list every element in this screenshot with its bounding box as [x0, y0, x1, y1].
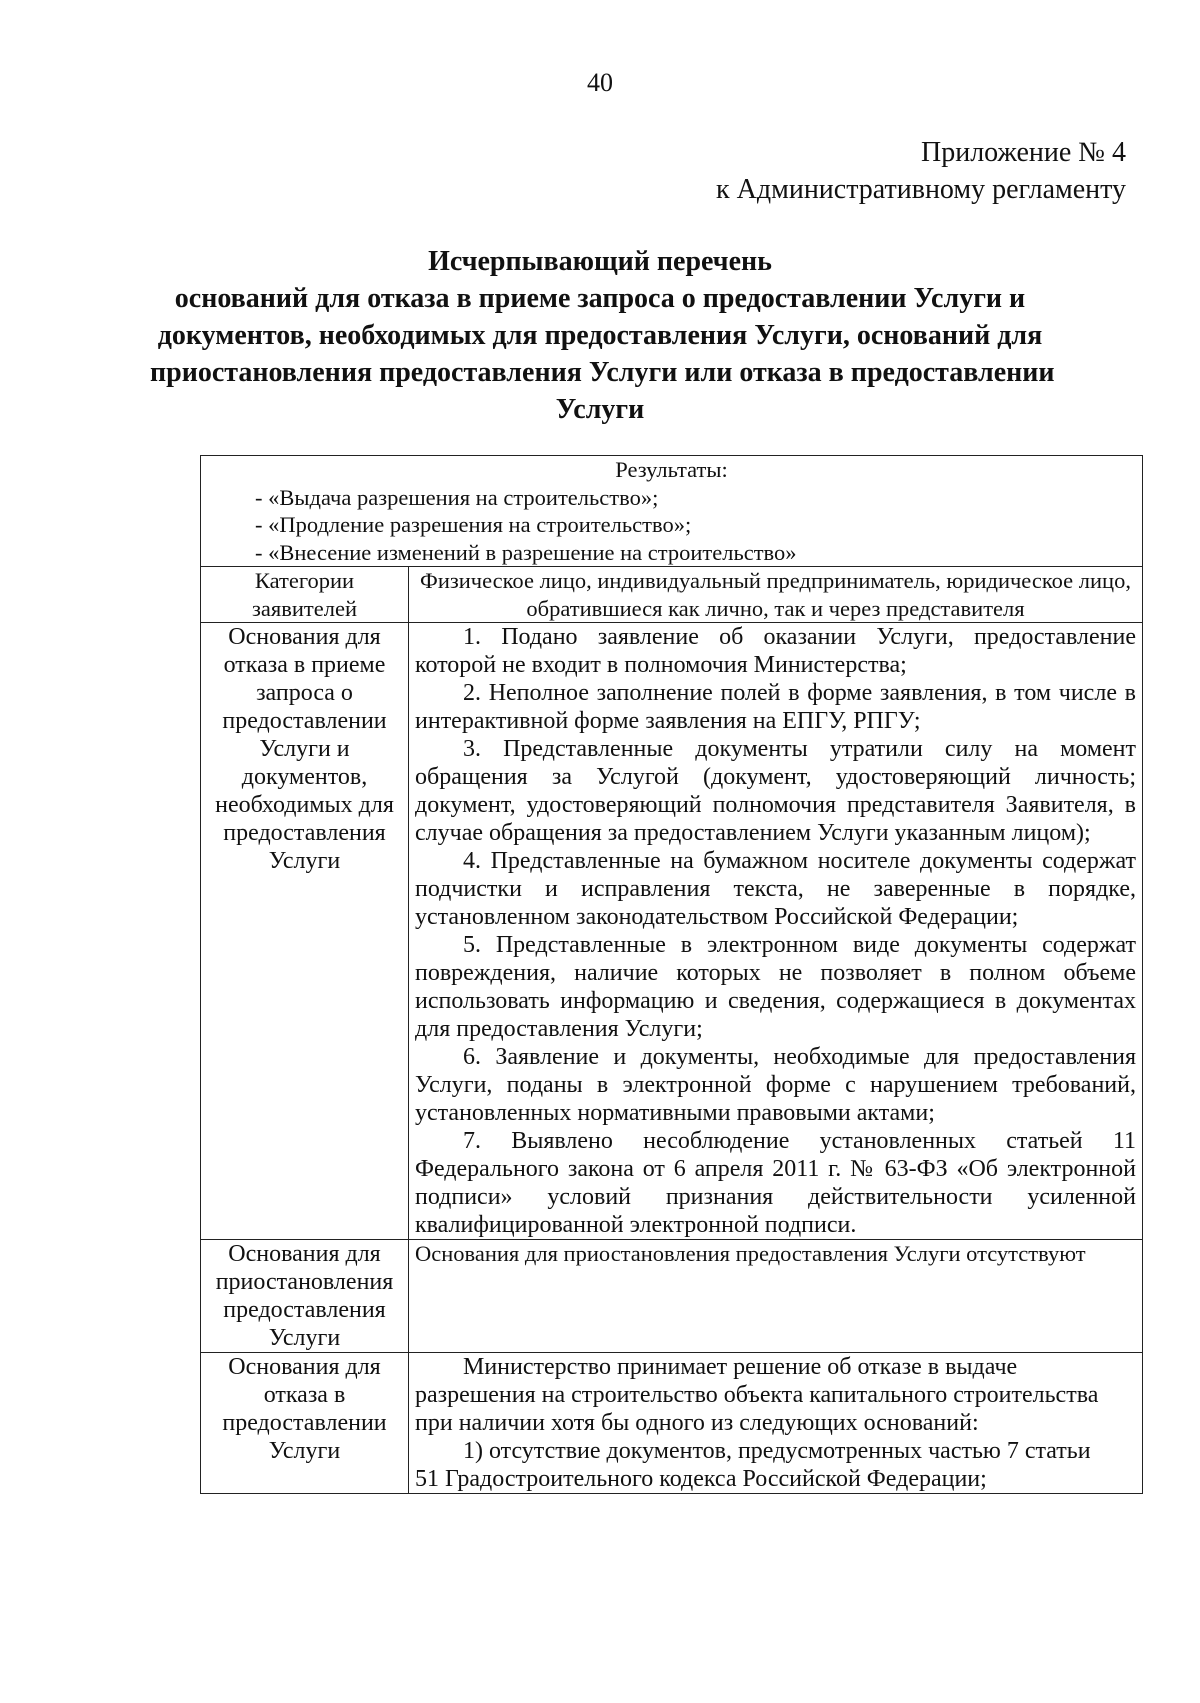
- reception-refusal-item: 4. Представленные на бумажном носителе документы содержат подчистки и исправления текста, не заверенные в порядке, установленном законодательством Российской Федерации;: [415, 848, 1136, 930]
- reception-refusal-list: [409, 623, 1143, 1240]
- reception-refusal-item: 3. Представленные документы утратили силу на момент обращения за Услугой (документ, удостоверяющий личность; документ, удостоверяющий полномочия представителя Заявителя, в случае обращения за предоставлением Услуги указанным лицом);: [415, 736, 1136, 846]
- results-item: - «Продление разрешения на строительство»;: [255, 512, 692, 537]
- title-line: Услуги: [555, 394, 645, 425]
- applicant-categories-value: Физическое лицо, индивидуальный предприниматель, юридическое лицо, обратившиеся как лично, так и через представителя: [409, 567, 1143, 623]
- results-cell: [201, 456, 1143, 567]
- reception-refusal-item: 5. Представленные в электронном виде документы содержат повреждения, наличие которых не позволяет в полном объеме использовать информацию и сведения, содержащиеся в документах для предоставления Услуги;: [415, 932, 1136, 1042]
- results-item: - «Внесение изменений в разрешение на строительство»: [255, 539, 797, 565]
- service-refusal-intro-line: разрешения на строительство объекта капитального строительства: [415, 1382, 1099, 1408]
- service-refusal-text: [409, 1353, 1143, 1494]
- appendix-number: Приложение № 4: [921, 137, 1126, 168]
- reception-refusal-label: Основания для отказа в приеме запроса о предоставлении Услуги и документов, необходимых для предоставления Услуги: [201, 623, 409, 1240]
- results-item: - «Выдача разрешения на строительство»;: [255, 484, 659, 510]
- applicant-categories-row: [201, 567, 1143, 623]
- title-line: документов, необходимых для предоставления Услуги, оснований для: [157, 320, 1043, 351]
- title-line: оснований для отказа в приеме запроса о предоставлении Услуги и: [174, 283, 1026, 314]
- service-refusal-item-line: 51 Градостроительного кодекса Российской Федерации;: [415, 1466, 987, 1492]
- service-refusal-item-line: 1) отсутствие документов, предусмотренных частью 7 статьи: [463, 1438, 1091, 1464]
- grounds-table: [200, 455, 1143, 1494]
- reception-refusal-item: 7. Выявлено несоблюдение установленных статьей 11 Федерального закона от 6 апреля 2011 г. № 63-ФЗ «Об электронной подписи» условий признания действительности усиленной квалифицированной электронной подписи.: [415, 1128, 1136, 1238]
- appendix-heading: [716, 134, 1126, 208]
- results-row: [201, 456, 1143, 567]
- title-line: приостановления предоставления Услуги или отказа в предоставлении: [150, 357, 1055, 388]
- applicant-categories-label: Категории заявителей: [201, 567, 409, 623]
- appendix-reference: к Административному регламенту: [716, 174, 1126, 205]
- service-refusal-label: Основания для отказа в предоставлении Услуги: [201, 1353, 409, 1494]
- service-refusal-intro-line: Министерство принимает решение об отказе в выдаче: [463, 1354, 1018, 1380]
- reception-refusal-item: 2. Неполное заполнение полей в форме заявления, в том числе в интерактивной форме заявления на ЕПГУ, РПГУ;: [415, 680, 1136, 734]
- results-title: Результаты:: [615, 457, 728, 482]
- suspension-row: [201, 1240, 1143, 1353]
- service-refusal-row: [201, 1353, 1143, 1494]
- suspension-value: Основания для приостановления предоставления Услуги отсутствуют: [409, 1240, 1143, 1353]
- document-title: [150, 243, 1055, 428]
- reception-refusal-row: [201, 623, 1143, 1240]
- reception-refusal-item: 1. Подано заявление об оказании Услуги, предоставление которой не входит в полномочия Министерства;: [415, 624, 1136, 678]
- suspension-label: Основания для приостановления предоставления Услуги: [201, 1240, 409, 1353]
- title-line: Исчерпывающий перечень: [428, 246, 772, 277]
- page-number: 40: [587, 68, 613, 97]
- service-refusal-intro-line: при наличии хотя бы одного из следующих оснований:: [415, 1410, 979, 1436]
- reception-refusal-item: 6. Заявление и документы, необходимые для предоставления Услуги, поданы в электронной форме с нарушением требований, установленных нормативными правовыми актами;: [415, 1044, 1136, 1126]
